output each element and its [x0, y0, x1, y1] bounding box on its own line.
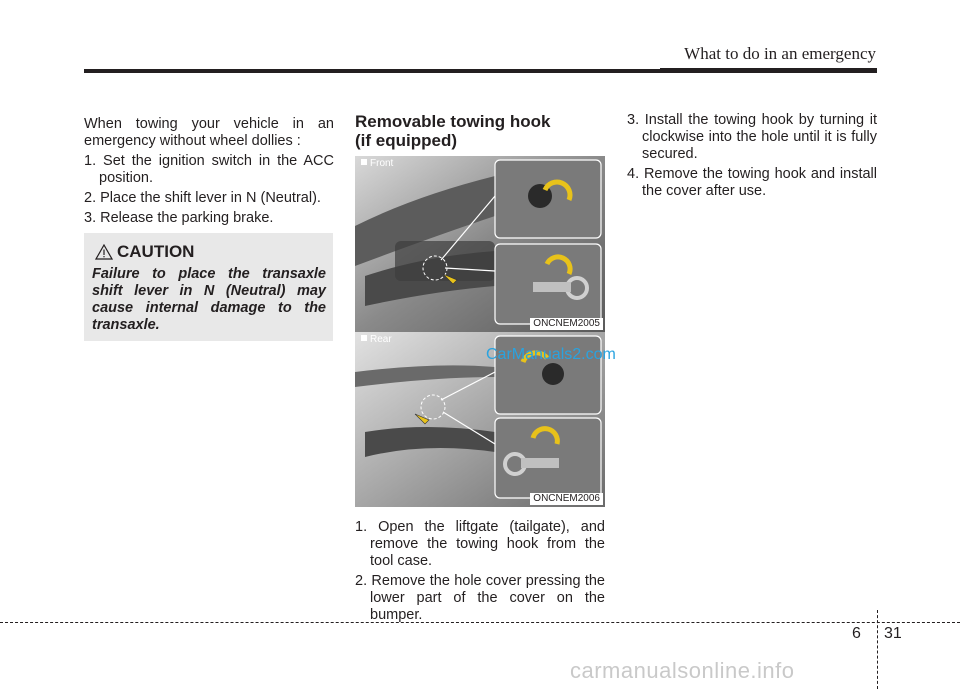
towing-step-2: 2. Place the shift lever in N (Neutral). [84, 190, 321, 206]
caution-body-text: Failure to place the transaxle shift lever in N (Neutral) may cause internal damage to the transaxle. [92, 266, 326, 333]
chapter-number: 6 [852, 625, 861, 642]
footer-rule [0, 622, 960, 623]
front-figure-label: Front [361, 158, 393, 169]
section-title-line-2: (if equipped) [355, 131, 457, 150]
middle-steps [355, 516, 605, 624]
hook-step-3: 3. Install the towing hook by turning it clockwise into the hole until it is fully secured. [627, 112, 877, 162]
page-number: 31 [884, 625, 902, 642]
footer-divider [877, 610, 878, 689]
middle-column [355, 112, 605, 150]
caution-heading: CAUTION [117, 242, 195, 261]
right-column [627, 112, 877, 200]
caution-box [84, 233, 333, 341]
rear-figure-label: Rear [361, 334, 392, 345]
front-towing-hook-figure [355, 156, 605, 332]
section-header-title: What to do in an emergency [684, 44, 876, 63]
towing-step-3: 3. Release the parking brake. [84, 210, 274, 226]
header-rule [84, 69, 877, 73]
carmanuals-watermark: CarManuals2.com [486, 346, 616, 363]
front-bumper-illustration [355, 156, 605, 332]
hook-step-2: 2. Remove the hole cover pressing the lower part of the cover on the bumper. [355, 573, 605, 623]
section-title-line-1: Removable towing hook [355, 112, 551, 131]
site-watermark: carmanualsonline.info [570, 658, 795, 683]
left-column [84, 116, 334, 227]
section-title [355, 112, 605, 150]
hook-step-1: 1. Open the liftgate (tailgate), and remove the towing hook from the tool case. [355, 519, 605, 569]
towing-step-1: 1. Set the ignition switch in the ACC position. [84, 153, 334, 186]
hook-step-4: 4. Remove the towing hook and install the cover after use. [627, 166, 877, 199]
warning-triangle-icon [95, 244, 113, 260]
rear-figure-code: ONCNEM2006 [530, 493, 603, 505]
towing-intro-text: When towing your vehicle in an emergency without wheel dollies : [84, 116, 334, 149]
front-figure-code: ONCNEM2005 [530, 318, 603, 330]
